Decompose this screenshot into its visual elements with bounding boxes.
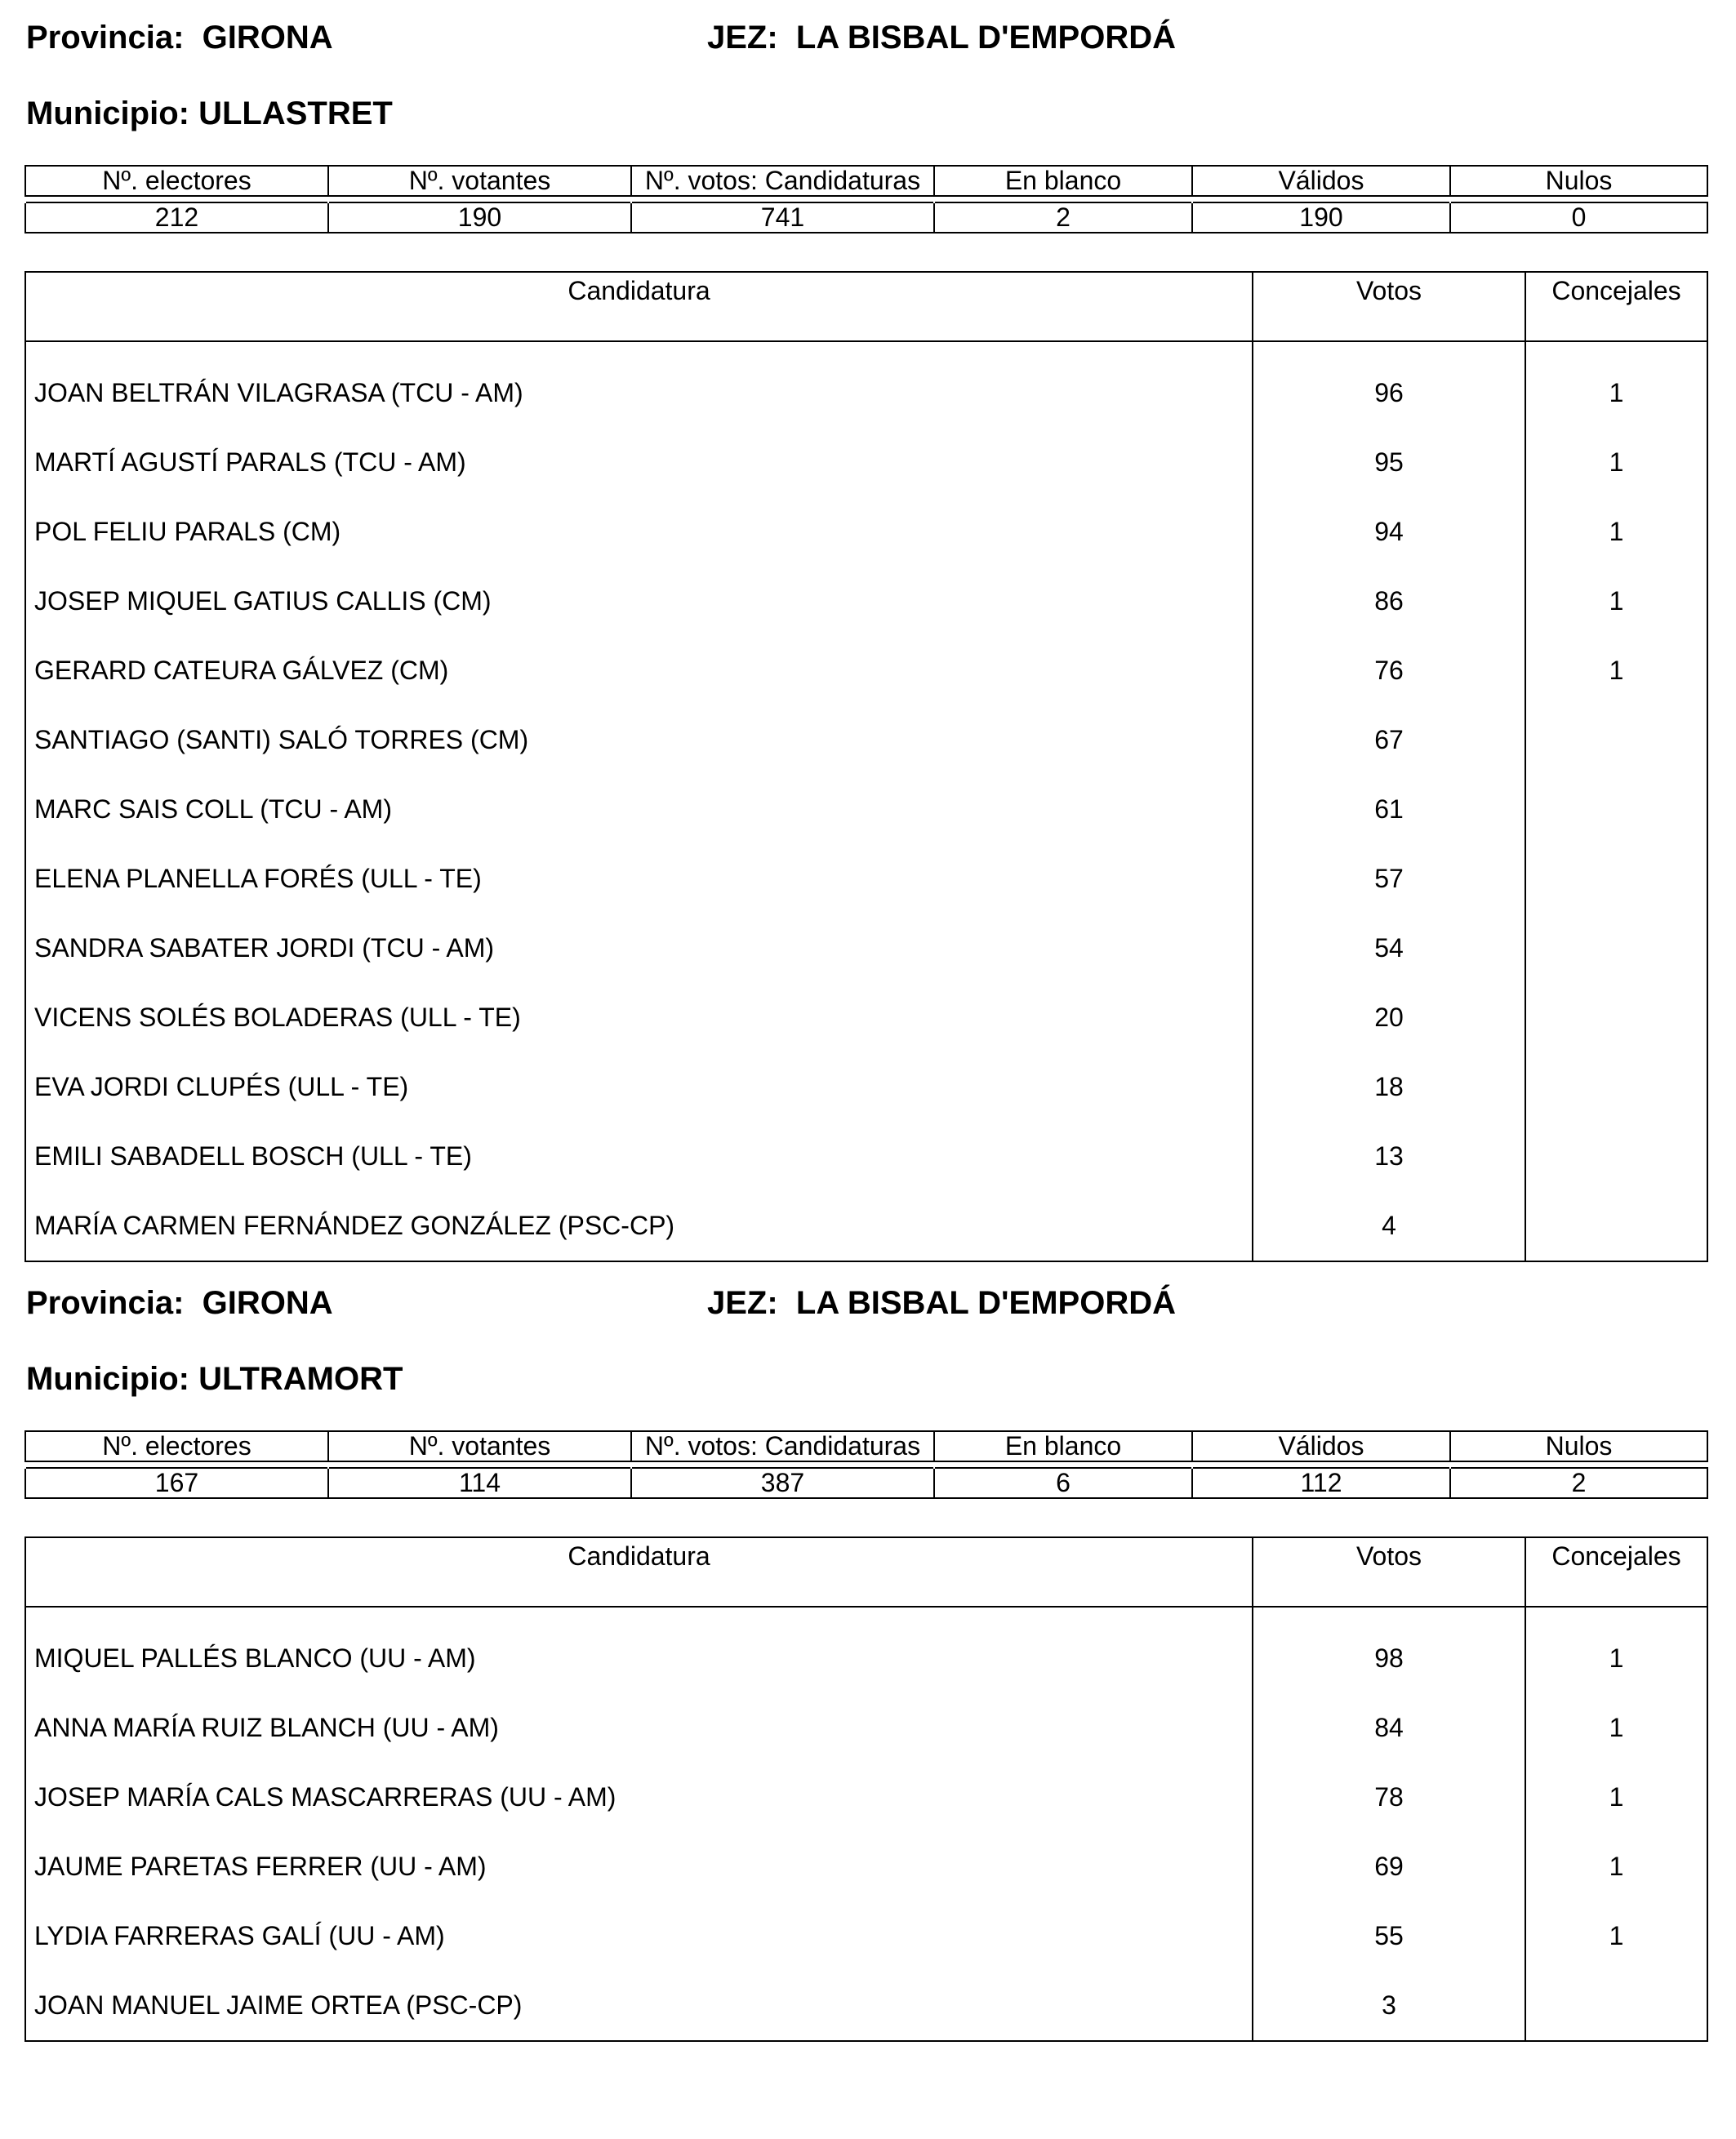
municipio-label: Municipio:: [26, 96, 189, 131]
municipio-heading: [26, 1359, 403, 1399]
municipio-label: Municipio:: [26, 1361, 189, 1397]
summary-value-cell: 2: [934, 202, 1192, 233]
candidates-header-row: [25, 272, 1707, 341]
municipio-value: ULLASTRET: [198, 96, 393, 131]
candidate-row: [25, 358, 1707, 428]
summary-value-cell: 2: [1450, 1468, 1707, 1498]
candidate-seats: [1525, 914, 1707, 983]
provincia-heading: [26, 1283, 333, 1323]
candidate-name: JOSEP MIQUEL GATIUS CALLIS (CM): [25, 567, 1253, 636]
candidate-seats: 1: [1525, 428, 1707, 497]
candidate-name: VICENS SOLÉS BOLADERAS (ULL - TE): [25, 983, 1253, 1052]
candidate-votes: 69: [1253, 1832, 1525, 1901]
summary-header-cell: En blanco: [934, 166, 1192, 196]
provincia-label: Provincia:: [26, 20, 185, 56]
summary-header-cell: Válidos: [1192, 166, 1450, 196]
candidate-seats: 1: [1525, 1763, 1707, 1832]
summary-header-row: [25, 166, 1707, 196]
summary-header-cell: Nº. electores: [25, 1431, 328, 1461]
candidate-row: [25, 1122, 1707, 1191]
provincia-label: Provincia:: [26, 1285, 185, 1321]
summary-header-cell: Nº. votantes: [328, 1431, 631, 1461]
candidate-name: MARTÍ AGUSTÍ PARALS (TCU - AM): [25, 428, 1253, 497]
candidate-seats: [1525, 983, 1707, 1052]
summary-value-row: [25, 202, 1707, 233]
summary-header-cell: Válidos: [1192, 1431, 1450, 1461]
candidate-name: EVA JORDI CLUPÉS (ULL - TE): [25, 1052, 1253, 1122]
summary-header-cell: Nº. votos: Candidaturas: [631, 1431, 934, 1461]
candidate-name: JAUME PARETAS FERRER (UU - AM): [25, 1832, 1253, 1901]
provincia-heading: [26, 18, 333, 57]
candidate-seats: 1: [1525, 1693, 1707, 1763]
concejales-header: Concejales: [1525, 1537, 1707, 1607]
candidate-votes: 13: [1253, 1122, 1525, 1191]
summary-header-cell: Nº. votos: Candidaturas: [631, 166, 934, 196]
candidate-seats: [1525, 775, 1707, 844]
candidate-name: MARC SAIS COLL (TCU - AM): [25, 775, 1253, 844]
candidate-seats: [1525, 705, 1707, 775]
municipio-value: ULTRAMORT: [198, 1361, 403, 1397]
summary-table: [24, 1430, 1708, 1499]
jez-heading: [707, 1283, 1176, 1323]
candidate-votes: 3: [1253, 1971, 1525, 2041]
candidate-votes: 95: [1253, 428, 1525, 497]
summary-header-cell: Nº. votantes: [328, 166, 631, 196]
candidate-row: [25, 914, 1707, 983]
jez-value: LA BISBAL D'EMPORDÁ: [795, 1285, 1176, 1321]
candidate-row: [25, 1624, 1707, 1693]
candidate-name: JOSEP MARÍA CALS MASCARRERAS (UU - AM): [25, 1763, 1253, 1832]
candidate-seats: 1: [1525, 1901, 1707, 1971]
candidate-seats: 1: [1525, 636, 1707, 705]
summary-value-cell: 6: [934, 1468, 1192, 1498]
summary-header-cell: En blanco: [934, 1431, 1192, 1461]
candidate-votes: 86: [1253, 567, 1525, 636]
candidate-seats: 1: [1525, 1832, 1707, 1901]
candidate-seats: [1525, 844, 1707, 914]
candidate-name: POL FELIU PARALS (CM): [25, 497, 1253, 567]
concejales-header: Concejales: [1525, 272, 1707, 341]
candidate-row: [25, 1832, 1707, 1901]
candidate-votes: 4: [1253, 1191, 1525, 1261]
candidate-seats: [1525, 1052, 1707, 1122]
candidate-row: [25, 1191, 1707, 1261]
candidate-seats: 1: [1525, 567, 1707, 636]
candidate-row: [25, 1693, 1707, 1763]
candidates-header-row: [25, 1537, 1707, 1607]
candidate-seats: 1: [1525, 497, 1707, 567]
jez-value: LA BISBAL D'EMPORDÁ: [795, 20, 1176, 56]
candidate-row: [25, 497, 1707, 567]
candidate-votes: 76: [1253, 636, 1525, 705]
candidate-votes: 18: [1253, 1052, 1525, 1122]
candidate-name: GERARD CATEURA GÁLVEZ (CM): [25, 636, 1253, 705]
candidate-votes: 78: [1253, 1763, 1525, 1832]
summary-value-cell: 112: [1192, 1468, 1450, 1498]
candidate-row: [25, 775, 1707, 844]
municipio-heading: [26, 94, 393, 133]
candidate-row: [25, 705, 1707, 775]
summary-header-cell: Nulos: [1450, 1431, 1707, 1461]
candidates-table: [24, 271, 1708, 1262]
candidate-name: ELENA PLANELLA FORÉS (ULL - TE): [25, 844, 1253, 914]
candidate-name: MIQUEL PALLÉS BLANCO (UU - AM): [25, 1624, 1253, 1693]
candidate-name: SANDRA SABATER JORDI (TCU - AM): [25, 914, 1253, 983]
summary-value-cell: 190: [328, 202, 631, 233]
candidate-votes: 20: [1253, 983, 1525, 1052]
candidate-votes: 98: [1253, 1624, 1525, 1693]
candidate-seats: [1525, 1191, 1707, 1261]
candidate-row: [25, 1971, 1707, 2041]
candidate-name: JOAN MANUEL JAIME ORTEA (PSC-CP): [25, 1971, 1253, 2041]
candidate-row: [25, 636, 1707, 705]
candidate-name: EMILI SABADELL BOSCH (ULL - TE): [25, 1122, 1253, 1191]
candidate-name: SANTIAGO (SANTI) SALÓ TORRES (CM): [25, 705, 1253, 775]
candidate-name: MARÍA CARMEN FERNÁNDEZ GONZÁLEZ (PSC-CP): [25, 1191, 1253, 1261]
candidate-row: [25, 567, 1707, 636]
candidate-seats: 1: [1525, 1624, 1707, 1693]
candidate-row: [25, 844, 1707, 914]
summary-value-cell: 0: [1450, 202, 1707, 233]
summary-value-cell: 167: [25, 1468, 328, 1498]
candidatura-header: Candidatura: [25, 1537, 1253, 1607]
candidate-votes: 54: [1253, 914, 1525, 983]
candidate-row: [25, 983, 1707, 1052]
candidates-table: [24, 1536, 1708, 2042]
votos-header: Votos: [1253, 272, 1525, 341]
jez-label: JEZ:: [707, 1285, 778, 1321]
summary-value-cell: 212: [25, 202, 328, 233]
jez-label: JEZ:: [707, 20, 778, 56]
candidate-votes: 61: [1253, 775, 1525, 844]
candidate-row: [25, 1052, 1707, 1122]
summary-table: [24, 165, 1708, 233]
candidate-name: LYDIA FARRERAS GALÍ (UU - AM): [25, 1901, 1253, 1971]
summary-value-cell: 387: [631, 1468, 934, 1498]
candidate-row: [25, 428, 1707, 497]
candidate-votes: 57: [1253, 844, 1525, 914]
candidate-votes: 94: [1253, 497, 1525, 567]
jez-heading: [707, 18, 1176, 57]
candidate-seats: [1525, 1971, 1707, 2041]
candidatura-header: Candidatura: [25, 272, 1253, 341]
candidate-name: ANNA MARÍA RUIZ BLANCH (UU - AM): [25, 1693, 1253, 1763]
provincia-value: GIRONA: [202, 20, 333, 56]
candidate-seats: 1: [1525, 358, 1707, 428]
summary-header-cell: Nº. electores: [25, 166, 328, 196]
candidate-row: [25, 1763, 1707, 1832]
candidate-name: JOAN BELTRÁN VILAGRASA (TCU - AM): [25, 358, 1253, 428]
summary-value-cell: 114: [328, 1468, 631, 1498]
summary-value-cell: 190: [1192, 202, 1450, 233]
candidate-seats: [1525, 1122, 1707, 1191]
summary-header-row: [25, 1431, 1707, 1461]
candidate-votes: 55: [1253, 1901, 1525, 1971]
summary-value-row: [25, 1468, 1707, 1498]
provincia-value: GIRONA: [202, 1285, 333, 1321]
votos-header: Votos: [1253, 1537, 1525, 1607]
candidate-votes: 67: [1253, 705, 1525, 775]
candidate-votes: 84: [1253, 1693, 1525, 1763]
summary-header-cell: Nulos: [1450, 166, 1707, 196]
candidate-votes: 96: [1253, 358, 1525, 428]
summary-value-cell: 741: [631, 202, 934, 233]
candidate-row: [25, 1901, 1707, 1971]
